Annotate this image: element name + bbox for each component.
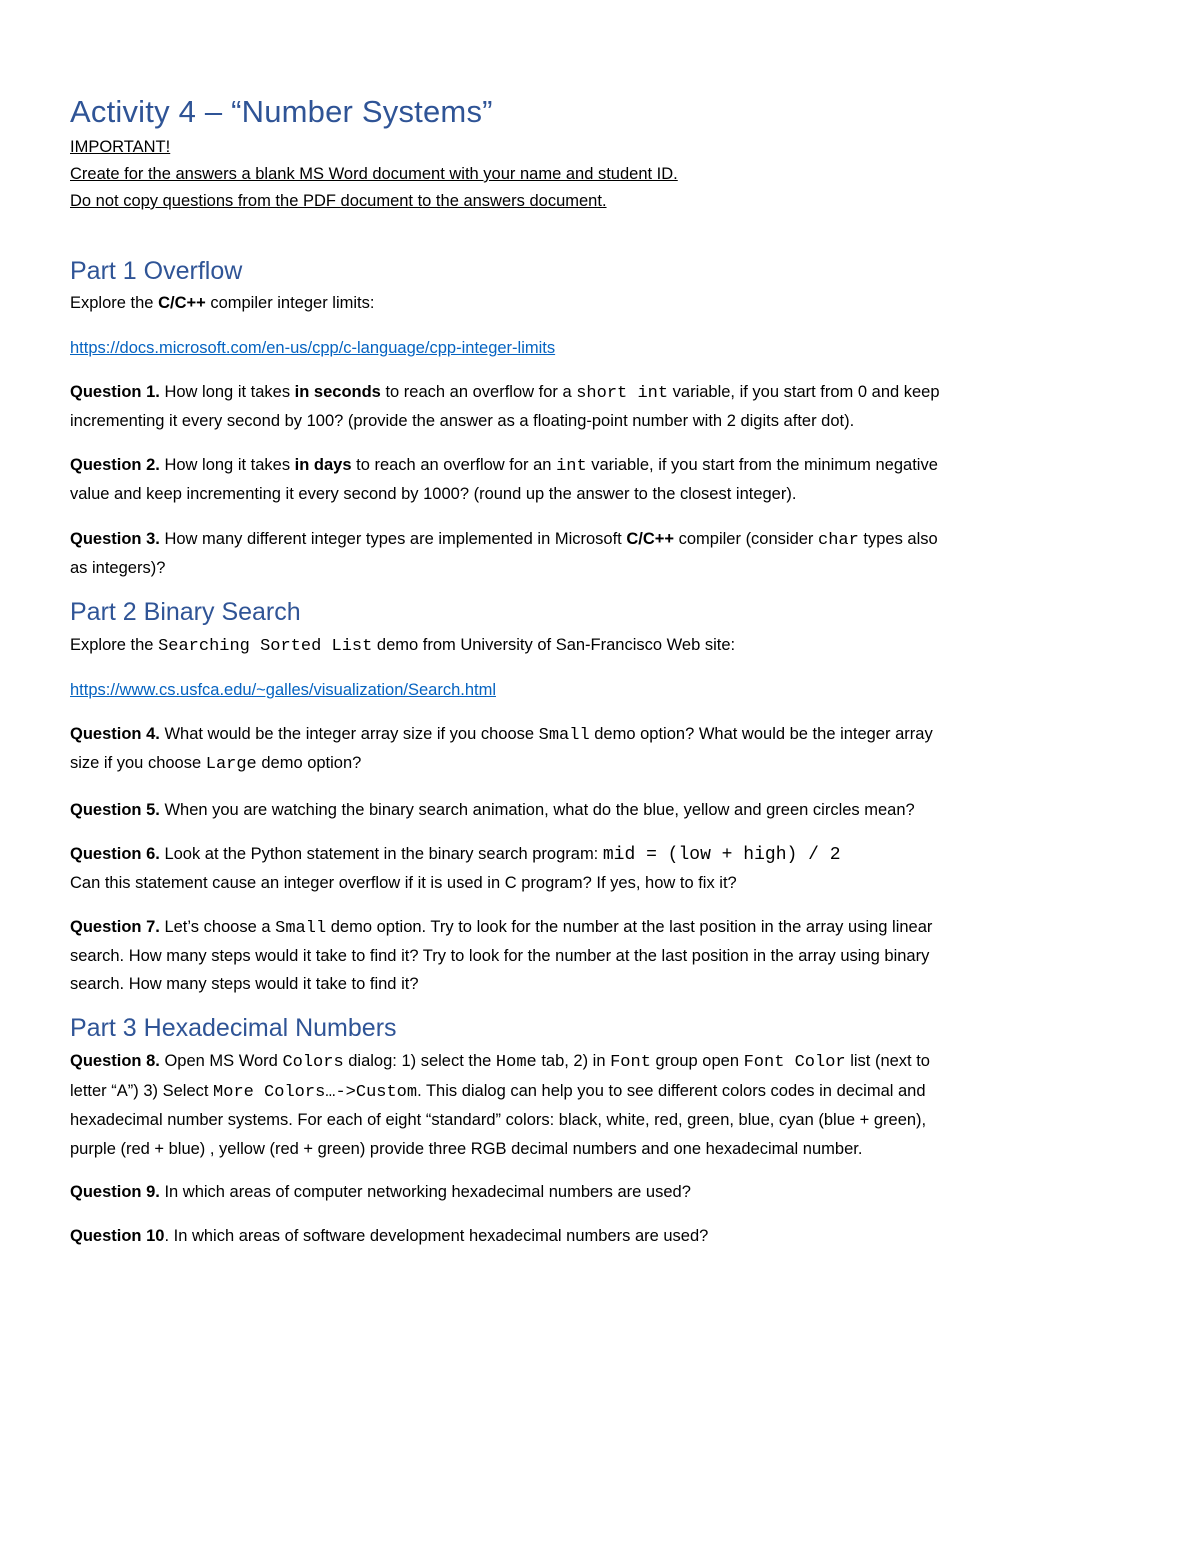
question-4-line-2: size if you choose Large demo option? xyxy=(70,754,362,774)
part3-heading: Part 3 Hexadecimal Numbers xyxy=(70,1014,397,1042)
question-2-line-2: value and keep incrementing it every second by 1000? (round up the answer to the closest integer). xyxy=(70,485,797,503)
question-8-line-3: hexadecimal number systems. For each of eight “standard” colors: black, white, red, green, blue, cyan (blue + green), xyxy=(70,1111,927,1129)
question-8-line-4: purple (red + blue) , yellow (red + green) provide three RGB decimal numbers and one hexadecimal number. xyxy=(70,1140,863,1158)
question-7: Question 7. Let’s choose a Small demo option. Try to look for the number at the last position in the array using linear xyxy=(70,918,933,938)
important-line-2: Do not copy questions from the PDF document to the answers document. xyxy=(70,192,607,210)
part2-link[interactable]: https://www.cs.usfca.edu/~galles/visualization/Search.html xyxy=(70,681,496,699)
question-7-line-2: search. How many steps would it take to find it? Try to look for the number at the last position in the array using binary xyxy=(70,947,930,965)
part2-heading: Part 2 Binary Search xyxy=(70,598,301,626)
question-10: Question 10. In which areas of software development hexadecimal numbers are used? xyxy=(70,1227,709,1245)
question-5: Question 5. When you are watching the binary search animation, what do the blue, yellow and green circles mean? xyxy=(70,801,915,819)
part1-link[interactable]: https://docs.microsoft.com/en-us/cpp/c-language/cpp-integer-limits xyxy=(70,339,556,357)
question-4: Question 4. What would be the integer array size if you choose Small demo option? What would be the integer array xyxy=(70,725,933,745)
part1-heading: Part 1 Overflow xyxy=(70,257,243,285)
question-6-line-2: Can this statement cause an integer overflow if it is used in C program? If yes, how to fix it? xyxy=(70,874,737,892)
question-3-line-2: as integers)? xyxy=(70,559,166,577)
part2-intro: Explore the Searching Sorted List demo from University of San-Francisco Web site: xyxy=(70,636,736,656)
important-line-1: Create for the answers a blank MS Word document with your name and student ID. xyxy=(70,165,678,183)
question-3: Question 3. How many different integer types are implemented in Microsoft C/C++ compiler (consider char types also xyxy=(70,530,938,550)
question-1: Question 1. How long it takes in seconds to reach an overflow for a short int variable, if you start from 0 and keep xyxy=(70,383,940,403)
important-label: IMPORTANT! xyxy=(70,138,171,156)
question-7-line-3: search. How many steps would it take to find it? xyxy=(70,975,419,993)
question-6: Question 6. Look at the Python statement in the binary search program: mid = (low + high) / 2 xyxy=(70,845,841,865)
question-9: Question 9. In which areas of computer networking hexadecimal numbers are used? xyxy=(70,1183,691,1201)
question-8-line-2: letter “A”) 3) Select More Colors…->Custom. This dialog can help you to see different colors codes in decimal and xyxy=(70,1082,926,1102)
part1-intro: Explore the C/C++ compiler integer limits: xyxy=(70,294,375,312)
question-2: Question 2. How long it takes in days to reach an overflow for an int variable, if you start from the minimum negative xyxy=(70,456,938,476)
question-1-line-2: incrementing it every second by 100? (provide the answer as a floating-point number with 2 digits after dot). xyxy=(70,412,855,430)
question-8: Question 8. Open MS Word Colors dialog: 1) select the Home tab, 2) in Font group open Font Color list (next to xyxy=(70,1052,930,1072)
page-title: Activity 4 – “Number Systems” xyxy=(70,94,493,129)
